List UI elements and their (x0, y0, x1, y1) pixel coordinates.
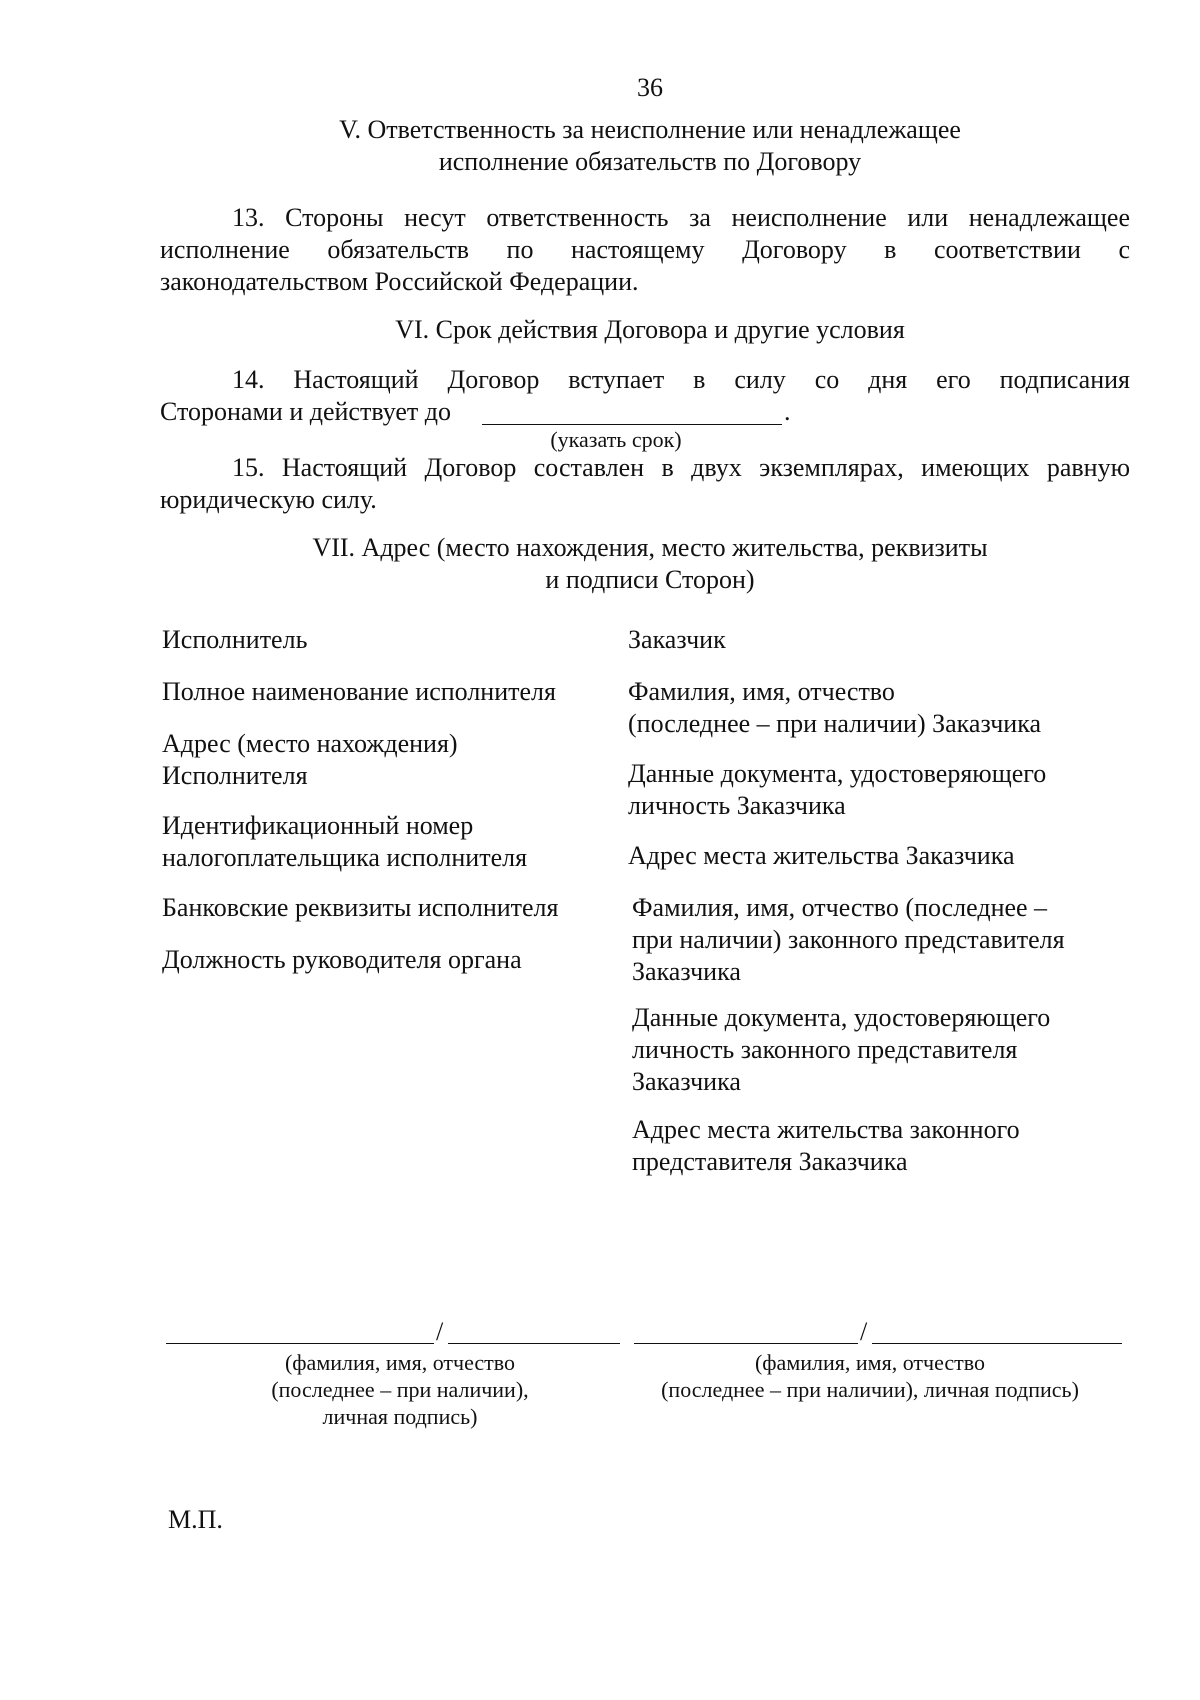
seal-mark: М.П. (168, 1505, 223, 1534)
customer-signature-caption-line-2: (последнее – при наличии), личная подпись) (661, 1377, 1079, 1402)
customer-field-address-line-1: Адрес места жительства Заказчика (628, 841, 1015, 870)
paragraph-14-period: . (784, 397, 791, 426)
section-7-heading-line-1: VII. Адрес (место нахождения, место жительства, реквизиты (312, 533, 988, 562)
paragraph-14-line-2-text: Сторонами и действует до (160, 397, 452, 426)
executor-field-inn-line-2: налогоплательщика исполнителя (162, 843, 528, 872)
executor-field-address-line-1: Адрес (место нахождения) (162, 729, 458, 758)
section-5-heading-line-1: V. Ответственность за неисполнение или ненадлежащее (339, 115, 961, 144)
section-5-heading-line-2: исполнение обязательств по Договору (438, 147, 862, 176)
customer-field-id-document-line-1: Данные документа, удостоверяющего (628, 759, 1047, 788)
paragraph-14 (160, 364, 1130, 428)
customer-signature-slash: / (860, 1317, 868, 1346)
customer-title: Заказчик (628, 625, 726, 654)
executor-signature-caption-line-2: (последнее – при наличии), (271, 1377, 529, 1402)
paragraph-15-line-2: юридическую силу. (160, 485, 377, 514)
section-6-heading: VI. Срок действия Договора и другие условия (395, 315, 905, 344)
customer-signature-line[interactable] (872, 1343, 1122, 1344)
executor-field-inn-line-1: Идентификационный номер (162, 811, 474, 840)
executor-signature-slash: / (436, 1317, 444, 1346)
customer-field-representative-address-line-1: Адрес места жительства законного (632, 1115, 1020, 1144)
executor-title: Исполнитель (162, 625, 308, 654)
customer-field-full-name-line-2: (последнее – при наличии) Заказчика (628, 709, 1041, 738)
customer-signature-caption-line-1: (фамилия, имя, отчество (754, 1350, 986, 1375)
customer-field-representative-document-line-3: Заказчика (632, 1067, 741, 1096)
paragraph-13 (160, 202, 1130, 298)
customer-field-id-document-line-2: личность Заказчика (628, 791, 846, 820)
customer-field-representative-address (632, 1114, 1020, 1178)
customer-field-full-name (628, 676, 1041, 740)
customer-field-address (628, 840, 1014, 872)
executor-field-position (162, 944, 522, 976)
paragraph-15-line-1: 15. Настоящий Договор составлен в двух экземплярах, имеющих равную (232, 453, 1130, 482)
customer-field-representative-name (632, 892, 1065, 988)
paragraph-14-line-2 (160, 396, 1130, 428)
customer-field-representative-name-line-3: Заказчика (632, 957, 741, 986)
executor-signature-line[interactable] (448, 1343, 620, 1344)
executor-signature-name-line[interactable] (166, 1343, 434, 1344)
executor-field-position-line-1: Должность руководителя органа (162, 945, 522, 974)
executor-field-bank-line-1: Банковские реквизиты исполнителя (162, 893, 559, 922)
executor-field-full-name (162, 676, 556, 708)
executor-field-address (162, 728, 458, 792)
customer-field-representative-document (632, 1002, 1050, 1098)
page-number: 36 (637, 73, 663, 102)
section-7-heading (160, 532, 1140, 596)
customer-field-representative-document-line-2: личность законного представителя (632, 1035, 1018, 1064)
term-hint: (указать срок) (550, 427, 682, 452)
executor-field-address-line-2: Исполнителя (162, 761, 308, 790)
customer-field-representative-address-line-2: представителя Заказчика (632, 1147, 908, 1176)
customer-field-representative-name-line-2: при наличии) законного представителя (632, 925, 1065, 954)
customer-field-id-document (628, 758, 1046, 822)
customer-signature-name-line[interactable] (634, 1343, 858, 1344)
customer-signature-caption (620, 1349, 1120, 1403)
section-7-heading-line-2: и подписи Сторон) (545, 565, 755, 594)
customer-field-full-name-line-1: Фамилия, имя, отчество (628, 677, 895, 706)
section-5-heading (160, 114, 1140, 178)
customer-field-representative-name-line-1: Фамилия, имя, отчество (последнее – (632, 893, 1048, 922)
paragraph-13-line-2: исполнение обязательств по настоящему Договору в соответствии с (160, 235, 1130, 264)
executor-field-inn (162, 810, 527, 874)
customer-field-representative-document-line-1: Данные документа, удостоверяющего (632, 1003, 1051, 1032)
executor-signature-caption (200, 1349, 600, 1430)
paragraph-15 (160, 452, 1130, 516)
executor-field-bank (162, 892, 559, 924)
executor-field-full-name-line-1: Полное наименование исполнителя (162, 677, 556, 706)
executor-signature-caption-line-3: личная подпись) (322, 1404, 478, 1429)
paragraph-13-line-1: 13. Стороны несут ответственность за неисполнение или ненадлежащее (232, 203, 1130, 232)
term-blank-line[interactable] (482, 424, 782, 425)
paragraph-13-line-3: законодательством Российской Федерации. (160, 267, 639, 296)
executor-signature-caption-line-1: (фамилия, имя, отчество (284, 1350, 516, 1375)
paragraph-14-line-1: 14. Настоящий Договор вступает в силу со дня его подписания (232, 365, 1130, 394)
